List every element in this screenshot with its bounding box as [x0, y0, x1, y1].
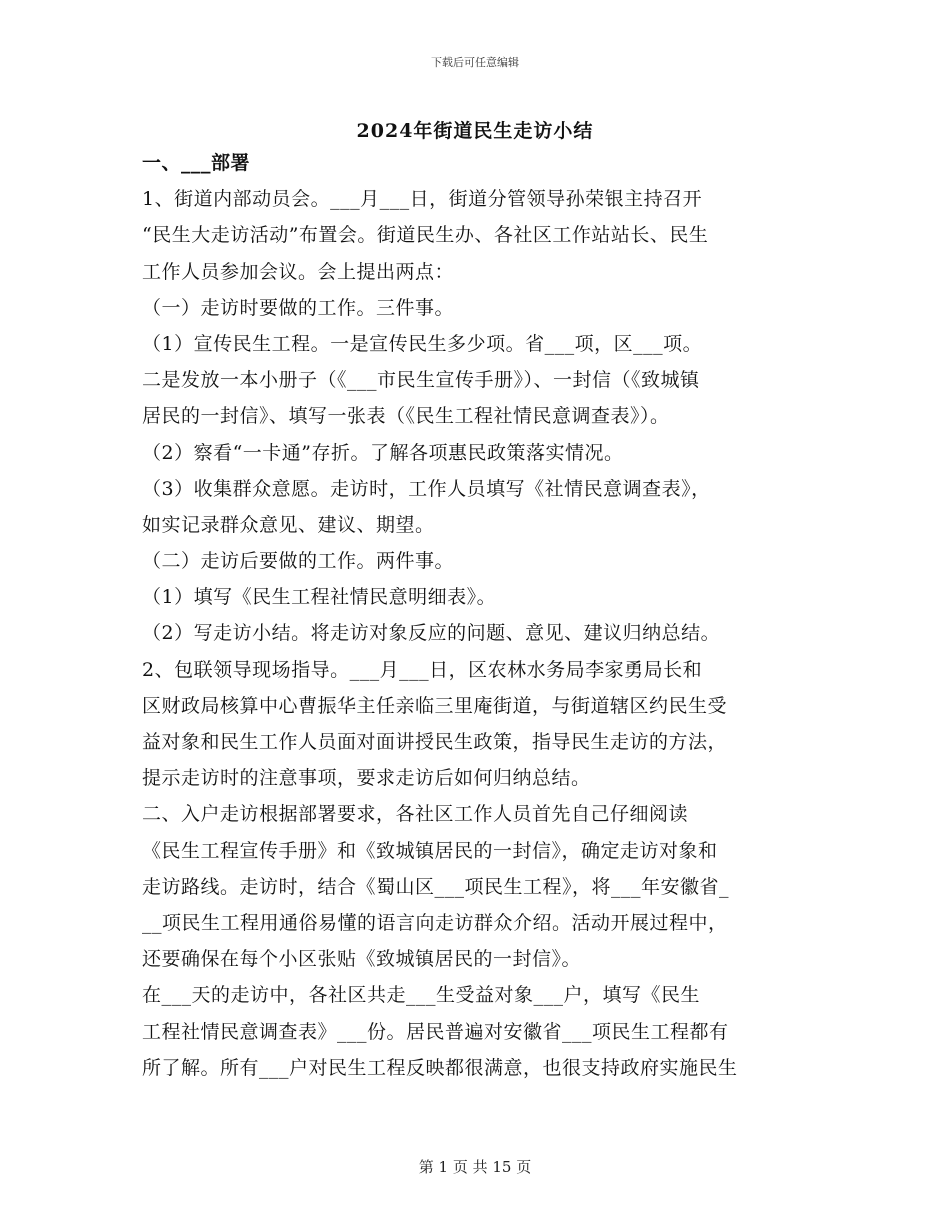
body-line: （1）宣传民生工程。一是宣传民生多少项。省___项，区___项。	[142, 332, 703, 355]
page-number-footer: 第 1 页 共 15 页	[418, 1158, 532, 1176]
body-line: 居民的一封信》、填写一张表（《民生工程社情民意调查表》）。	[142, 405, 670, 428]
body-line: 区财政局核算中心曹振华主任亲临三里庵街道，与街道辖区约民生受	[142, 694, 728, 717]
document-body	[142, 145, 832, 1086]
section-heading: 一、___部署	[142, 152, 251, 174]
body-line: 提示走访时的注意事项，要求走访后如何归纳总结。	[142, 767, 591, 790]
body-line: （二）走访后要做的工作。两件事。	[142, 550, 455, 573]
body-line: 1、街道内部动员会。___月___日，街道分管领导孙荣银主持召开	[142, 188, 703, 211]
body-line: 所了解。所有___户对民生工程反映都很满意，也很支持政府实施民生	[142, 1056, 738, 1079]
body-line: 二、入户走访根据部署要求，各社区工作人员首先自己仔细阅读	[142, 803, 689, 826]
body-line: 《民生工程宣传手册》和《致城镇居民的一封信》，确定走访对象和	[142, 839, 718, 862]
body-line: 还要确保在每个小区张贴《致城镇居民的一封信》。	[142, 948, 582, 971]
page-header-note: 下载后可任意编辑	[431, 56, 519, 69]
body-line: 益对象和民生工作人员面对面讲授民生政策，指导民生走访的方法，	[142, 731, 728, 753]
body-line: “民生大走访活动”布置会。街道民生办、各社区工作站站长、民生	[142, 224, 709, 247]
body-line: 工程社情民意调查表》___份。居民普遍对安徽省___项民生工程都有	[142, 1020, 729, 1043]
body-line: （3）收集群众意愿。走访时，工作人员填写《社情民意调查表》，	[142, 477, 711, 500]
body-line: （2）写走访小结。将走访对象反应的问题、意见、建议归纳总结。	[142, 622, 721, 645]
body-line: （2）察看“一卡通”存折。了解各项惠民政策落实情况。	[142, 441, 624, 464]
body-line: 在___天的走访中，各社区共走___生受益对象___户，填写《民生	[142, 984, 701, 1007]
body-line: 工作人员参加会议。会上提出两点：	[142, 260, 455, 283]
body-line: 走访路线。走访时，结合《蜀山区___项民生工程》，将___年安徽省_	[142, 875, 730, 898]
body-line: 2、包联领导现场指导。___月___日，区农林水务局李家勇局长和	[142, 658, 703, 681]
body-line: __项民生工程用通俗易懂的语言向走访群众介绍。活动开展过程中，	[142, 911, 728, 934]
body-line: 如实记录群众意见、建议、期望。	[142, 513, 435, 536]
body-line: （1）填写《民生工程社情民意明细表》。	[142, 586, 497, 609]
body-line: 二是发放一本小册子（《___市民生宣传手册》）、一封信（《致城镇	[142, 369, 700, 392]
document-title: 2024年街道民生走访小结	[356, 120, 594, 142]
body-line: （一）走访时要做的工作。三件事。	[142, 296, 455, 319]
